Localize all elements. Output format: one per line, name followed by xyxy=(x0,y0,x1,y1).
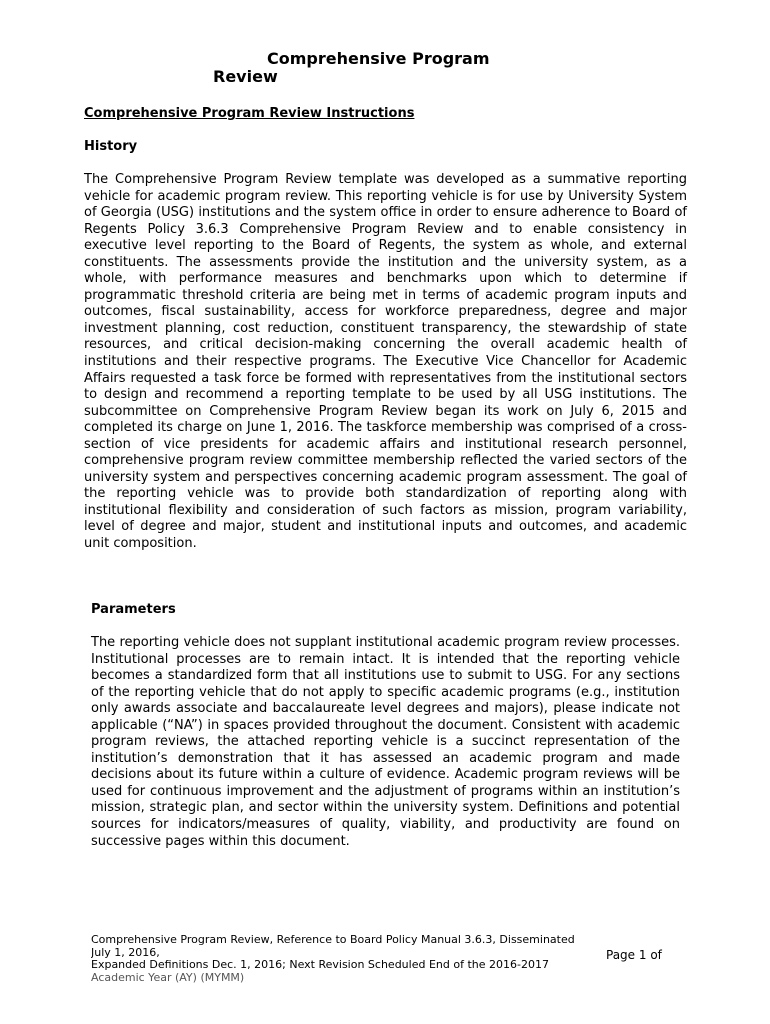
footer-line-3: Expanded Definitions Dec. 1, 2016; Next Revision Scheduled End of the 2016-2017 xyxy=(91,958,549,971)
title-line-2: Review xyxy=(213,67,278,86)
title-line-1: Comprehensive Program xyxy=(267,49,490,68)
footer-line-2: July 1, 2016, xyxy=(91,945,160,959)
page-footer xyxy=(91,934,591,986)
history-paragraph: The Comprehensive Program Review template was developed as a summative reporting vehicle for academic program review. This reporting vehicle is for use by University System of Georgia (USG) institutions and the system office in order to ensure adherence to Board of Regents Policy 3.6.3 Comprehensive Program Review and to enable consistency in executive level reporting to the Board of Regents, the system as whole, and external constituents. The assessments provide the institution and the university system, as a whole, with performance measures and benchmarks upon which to determine if programmatic threshold criteria are being met in terms of academic program inputs and outcomes, fiscal sustainability, access for workforce preparedness, degree and major investment planning, cost reduction, constituent transparency, the stewardship of state resources, and critical decision-making concerning the overall academic health of institutions and their respective programs. The Executive Vice Chancellor for Academic Affairs requested a task force be formed with representatives from the institutional sectors to design and recommend a reporting template to be used by all USG institutions. The subcommittee on Comprehensive Program Review began its work on July 6, 2015 and completed its charge on June 1, 2016. The taskforce membership was comprised of a cross-section of vice presidents for academic affairs and institutional research personnel, comprehensive program review committee membership reflected the varied sectors of the university system and perspectives concerning academic program assessment. The goal of the reporting vehicle was to provide both standardization of reporting along with institutional flexibility and consideration of such factors as mission, program variability, level of degree and major, student and institutional inputs and outcomes, and academic unit composition. xyxy=(84,172,687,552)
page-title xyxy=(0,50,770,86)
footer-line-4: Academic Year (AY) (MYMM) xyxy=(91,970,245,984)
history-heading: History xyxy=(84,139,138,154)
parameters-paragraph: The reporting vehicle does not supplant institutional academic program review processes. Institutional processes are to remain intact. It is intended that the reporting vehicle becomes a standardized form that all institutions use to submit to USG. For any sections of the reporting vehicle that do not apply to specific academic programs (e.g., institution only awards associate and baccalaureate level degrees and majors), please indicate not applicable (“NA”) in spaces provided throughout the document. Consistent with academic program reviews, the attached reporting vehicle is a succinct representation of the institution’s demonstration that it has assessed an academic program and made decisions about its future within a culture of evidence. Academic program reviews will be used for continuous improvement and the adjustment of programs within an institution’s mission, strategic plan, and sector within the university system. Definitions and potential sources for indicators/measures of quality, viability, and productivity are found on successive pages within this document. xyxy=(91,635,680,849)
parameters-heading: Parameters xyxy=(91,602,176,617)
instructions-heading: Comprehensive Program Review Instructions xyxy=(84,106,415,121)
footer-line-1: Comprehensive Program Review, Reference to Board Policy Manual 3.6.3, Disseminated xyxy=(91,934,575,946)
page-number: Page 1 of xyxy=(606,948,662,962)
